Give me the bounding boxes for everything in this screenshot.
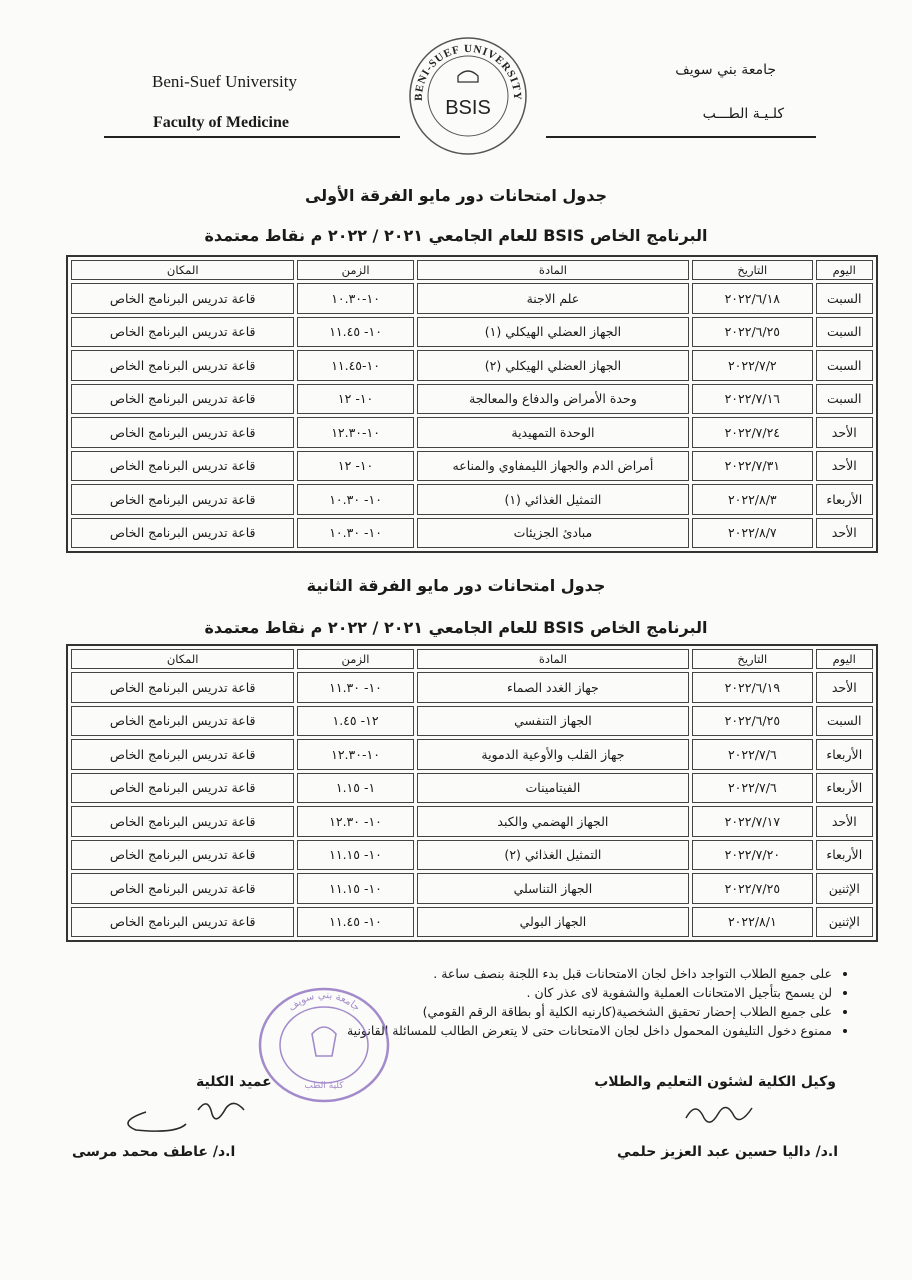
cell-date: ٢٠٢٢/٧/٢٥ <box>692 873 812 904</box>
note-item: • لن يسمح بتأجيل الامتحانات العملية والشفوية لاى عذر كان . <box>54 985 832 1000</box>
header-day: اليوم <box>816 649 873 669</box>
vice-dean-name: ا.د/ داليا حسين عبد العزيز حلمي <box>617 1144 838 1160</box>
cell-time: ١٠- ١٠.٣٠ <box>297 518 413 549</box>
table-header-row <box>71 649 873 669</box>
cell-date: ٢٠٢٢/٨/٣ <box>692 484 812 515</box>
cell-time: ١٠-١٢.٣٠ <box>297 417 413 448</box>
cell-place: قاعة تدريس البرنامج الخاص <box>71 706 294 737</box>
section1-title: جدول امتحانات دور مايو الفرقة الأولى <box>304 186 607 205</box>
header-rule-right <box>546 136 816 138</box>
header-subject: المادة <box>417 649 689 669</box>
table-row <box>71 672 873 703</box>
note-item: • على جميع الطلاب إحضار تحقيق الشخصية(كارنيه الكلية أو بطاقة الرقم القومي) <box>54 1004 832 1019</box>
cell-date: ٢٠٢٢/٦/١٩ <box>692 672 812 703</box>
cell-place: قاعة تدريس البرنامج الخاص <box>71 873 294 904</box>
cell-day: الأحد <box>816 451 874 482</box>
section1-subtitle: البرنامج الخاص BSIS للعام الجامعي ٢٠٢١ / ٢٠٢٢ م نقاط معتمدة <box>204 226 708 245</box>
cell-subject: الجهاز التناسلي <box>417 873 689 904</box>
cell-subject: جهاز الغدد الصماء <box>417 672 689 703</box>
vice-dean-signature <box>676 1094 766 1130</box>
exam-table-year2 <box>66 644 878 942</box>
header-subject: المادة <box>417 260 689 280</box>
table-row <box>71 873 873 904</box>
cell-subject: علم الاجنة <box>417 283 689 314</box>
cell-subject: الوحدة التمهيدية <box>417 417 689 448</box>
cell-date: ٢٠٢٢/٧/٢٤ <box>692 417 812 448</box>
cell-day: السبت <box>816 317 874 348</box>
cell-time: ١٠- ١١.٤٥ <box>297 907 413 938</box>
cell-date: ٢٠٢٢/٧/١٧ <box>692 806 812 837</box>
table-row <box>71 484 873 515</box>
header-rule-left <box>104 136 400 138</box>
cell-place: قاعة تدريس البرنامج الخاص <box>71 350 294 381</box>
vice-dean-title: وكيل الكلية لشئون التعليم والطلاب <box>594 1074 836 1090</box>
note-item: • ممنوع دخول التليفون المحمول داخل لجان الامتحانات حتى لا يتعرض الطالب للمسائلة القانونية <box>54 1023 832 1038</box>
cell-date: ٢٠٢٢/٨/١ <box>692 907 812 938</box>
table-row <box>71 806 873 837</box>
cell-time: ١٢- ١.٤٥ <box>297 706 413 737</box>
cell-day: السبت <box>816 350 874 381</box>
cell-day: الإثنين <box>816 873 873 904</box>
cell-subject: الجهاز التنفسي <box>417 706 689 737</box>
header-date: التاريخ <box>692 260 812 280</box>
cell-place: قاعة تدريس البرنامج الخاص <box>71 806 294 837</box>
cell-day: الأحد <box>816 672 873 703</box>
cell-place: قاعة تدريس البرنامج الخاص <box>71 518 294 549</box>
header-day: اليوم <box>816 260 874 280</box>
table-header-row <box>71 260 873 280</box>
table-row <box>71 773 873 804</box>
cell-date: ٢٠٢٢/٧/٢ <box>692 350 812 381</box>
cell-subject: التمثيل الغذائي (١) <box>417 484 689 515</box>
cell-subject: أمراض الدم والجهاز الليمفاوي والمناعه <box>417 451 689 482</box>
cell-time: ١٠- ١٢.٣٠ <box>297 806 413 837</box>
section2-title: جدول امتحانات دور مايو الفرقة الثانية <box>306 576 606 595</box>
cell-time: ١٠- ١٠.٣٠ <box>297 484 413 515</box>
cell-date: ٢٠٢٢/٦/١٨ <box>692 283 812 314</box>
exam-table-year1 <box>66 255 878 553</box>
cell-place: قاعة تدريس البرنامج الخاص <box>71 283 294 314</box>
cell-date: ٢٠٢٢/٧/٣١ <box>692 451 812 482</box>
table-row <box>71 451 873 482</box>
cell-subject: جهاز القلب والأوعية الدموية <box>417 739 689 770</box>
cell-day: السبت <box>816 283 874 314</box>
header-time: الزمن <box>297 260 413 280</box>
table-row <box>71 384 873 415</box>
cell-date: ٢٠٢٢/٧/١٦ <box>692 384 812 415</box>
cell-day: الأربعاء <box>816 739 873 770</box>
cell-subject: الجهاز العضلي الهيكلي (٢) <box>417 350 689 381</box>
cell-date: ٢٠٢٢/٨/٧ <box>692 518 812 549</box>
dean-name: ا.د/ عاطف محمد مرسى <box>72 1144 236 1160</box>
university-name-ar: جامعة بني سويف <box>675 62 776 78</box>
cell-place: قاعة تدريس البرنامج الخاص <box>71 317 294 348</box>
cell-time: ١٠- ١١.٣٠ <box>297 672 413 703</box>
table-row <box>71 417 873 448</box>
header-place: المكان <box>71 649 294 669</box>
table-row <box>71 907 873 938</box>
cell-subject: وحدة الأمراض والدفاع والمعالجة <box>417 384 689 415</box>
cell-subject: مبادئ الجزيئات <box>417 518 689 549</box>
cell-day: السبت <box>816 384 874 415</box>
cell-day: الأحد <box>816 518 874 549</box>
table-row <box>71 706 873 737</box>
header-place: المكان <box>71 260 294 280</box>
cell-place: قاعة تدريس البرنامج الخاص <box>71 384 294 415</box>
note-item: • على جميع الطلاب التواجد داخل لجان الامتحانات قبل بدء اللجنة بنصف ساعة . <box>54 966 832 981</box>
cell-subject: الجهاز الهضمي والكبد <box>417 806 689 837</box>
faculty-name-ar: كلـيـة الطـــب <box>702 106 784 122</box>
table-row <box>71 283 873 314</box>
cell-date: ٢٠٢٢/٧/٦ <box>692 739 812 770</box>
header-date: التاريخ <box>692 649 812 669</box>
cell-place: قاعة تدريس البرنامج الخاص <box>71 840 294 871</box>
cell-time: ١٠- ١١.١٥ <box>297 840 413 871</box>
dean-title: عميد الكلية <box>196 1074 272 1090</box>
cell-time: ١٠- ١٢ <box>297 451 413 482</box>
cell-subject: الجهاز العضلي الهيكلي (١) <box>417 317 689 348</box>
cell-subject: التمثيل الغذائي (٢) <box>417 840 689 871</box>
stamp-text: جامعة بني سويف <box>286 989 362 1014</box>
cell-time: ١٠-١٢.٣٠ <box>297 739 413 770</box>
cell-time: ١٠-١٠.٣٠ <box>297 283 413 314</box>
logo-ring-text: BENI-SUEF UNIVERSITY <box>412 42 524 102</box>
cell-time: ١٠- ١١.١٥ <box>297 873 413 904</box>
table-row <box>71 518 873 549</box>
section2-subtitle: البرنامج الخاص BSIS للعام الجامعي ٢٠٢١ / ٢٠٢٢ م نقاط معتمدة <box>204 618 708 637</box>
cell-day: السبت <box>816 706 873 737</box>
cell-place: قاعة تدريس البرنامج الخاص <box>71 773 294 804</box>
cell-subject: الجهاز البولي <box>417 907 689 938</box>
cell-date: ٢٠٢٢/٧/٢٠ <box>692 840 812 871</box>
table-row <box>71 840 873 871</box>
cell-day: الأحد <box>816 806 873 837</box>
stamp-label: كلية الطب <box>304 1081 344 1091</box>
cell-date: ٢٠٢٢/٦/٢٥ <box>692 317 812 348</box>
table-row <box>71 317 873 348</box>
cell-day: الإثنين <box>816 907 873 938</box>
cell-time: ١٠-١١.٤٥ <box>297 350 413 381</box>
cell-time: ١٠- ١١.٤٥ <box>297 317 413 348</box>
cell-day: الأربعاء <box>816 484 874 515</box>
cell-subject: الفيتامينات <box>417 773 689 804</box>
logo-text: BSIS <box>445 97 491 119</box>
official-stamp <box>256 984 392 1106</box>
cell-place: قاعة تدريس البرنامج الخاص <box>71 739 294 770</box>
cell-day: الأحد <box>816 417 874 448</box>
cell-day: الأربعاء <box>816 840 873 871</box>
cell-day: الأربعاء <box>816 773 873 804</box>
cell-date: ٢٠٢٢/٦/٢٥ <box>692 706 812 737</box>
table-row <box>71 739 873 770</box>
cell-place: قاعة تدريس البرنامج الخاص <box>71 907 294 938</box>
cell-place: قاعة تدريس البرنامج الخاص <box>71 417 294 448</box>
cell-place: قاعة تدريس البرنامج الخاص <box>71 484 294 515</box>
table-row <box>71 350 873 381</box>
dean-signature <box>106 1090 266 1134</box>
university-name-en: Beni-Suef University <box>152 72 297 91</box>
cell-time: ١٠- ١٢ <box>297 384 413 415</box>
notes-list <box>54 966 854 1042</box>
cell-place: قاعة تدريس البرنامج الخاص <box>71 451 294 482</box>
header-time: الزمن <box>297 649 413 669</box>
faculty-name-en: Faculty of Medicine <box>153 114 289 131</box>
cell-date: ٢٠٢٢/٧/٦ <box>692 773 812 804</box>
cell-time: ١- ١.١٥ <box>297 773 413 804</box>
cell-place: قاعة تدريس البرنامج الخاص <box>71 672 294 703</box>
university-logo <box>404 28 532 156</box>
